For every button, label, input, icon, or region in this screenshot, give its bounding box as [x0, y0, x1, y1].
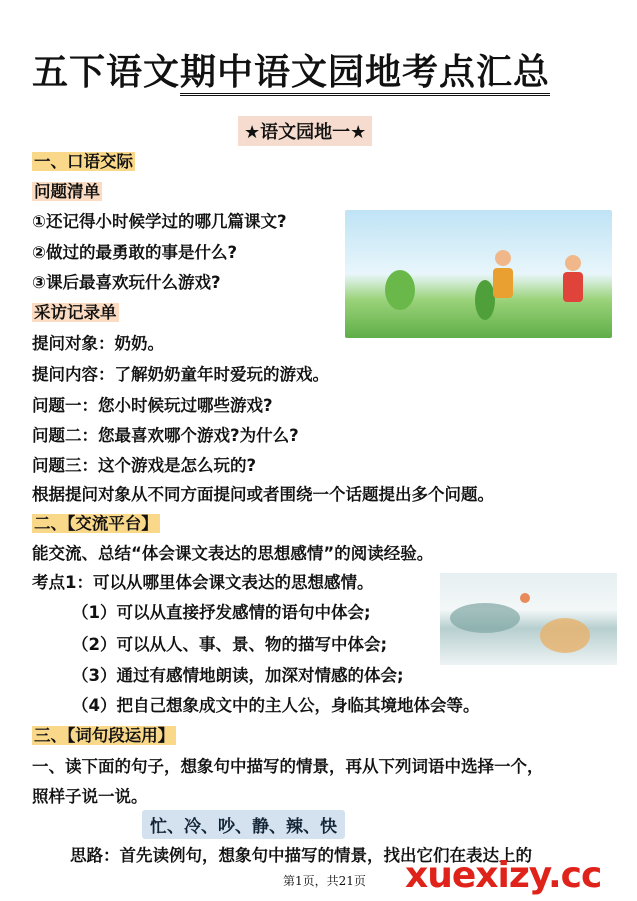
children-planting-illustration [345, 210, 612, 338]
landscape-painting-illustration [440, 573, 617, 665]
record-line: 根据提问对象从不同方面提问或者围绕一个话题提出多个问题。 [32, 485, 494, 504]
section-heading: 二、【交流平台】 [34, 514, 158, 533]
question-text: 一、读下面的句子，想象句中描写的情景，再从下列词语中选择一个， [32, 757, 544, 776]
section-heading: 一、口语交际 [34, 152, 133, 171]
section-heading: 三、【词句段运用】 [34, 726, 175, 745]
watermark: xuexizy.cc [405, 855, 602, 896]
record-line: 问题三：这个游戏是怎么玩的? [32, 456, 257, 475]
point-item: （2）可以从人、事、景、物的描写中体会; [72, 635, 388, 654]
record-line: 提问对象：奶奶。 [32, 334, 164, 353]
title-plain: 五下语文 [32, 51, 181, 93]
subtitle: ★语文园地一★ [238, 116, 372, 146]
question: ①还记得小时候学过的哪几篇课文? [32, 212, 287, 231]
point-item: （4）把自己想象成文中的主人公，身临其境地体会等。 [72, 696, 480, 715]
record-line: 提问内容：了解奶奶童年时爱玩的游戏。 [32, 365, 329, 384]
hint-text: 思路：首先读例句，想象句中描写的情景，找出它们在表达上的 [70, 846, 532, 865]
word-list: 忙、冷、吵、静、辣、快 [142, 810, 345, 839]
page-title [32, 44, 550, 95]
record-heading: 采访记录单 [34, 303, 117, 322]
intro: 能交流、总结“体会课文表达的思想感情”的阅读经验。 [32, 544, 434, 563]
record-line: 问题一：您小时候玩过哪些游戏? [32, 396, 273, 415]
question: ②做过的最勇敢的事是什么? [32, 243, 238, 262]
point-item: （1）可以从直接抒发感情的语句中体会; [72, 603, 371, 622]
page-footer: 第1页，共21页 [283, 874, 366, 888]
point-item: （3）通过有感情地朗读，加深对情感的体会; [72, 666, 404, 685]
title-underlined: 期中语文园地考点汇总 [180, 51, 550, 96]
question-text: 照样子说一说。 [32, 787, 148, 806]
question: ③课后最喜欢玩什么游戏? [32, 273, 221, 292]
point: 考点1：可以从哪里体会课文表达的思想感情。 [32, 573, 374, 592]
list-heading: 问题清单 [34, 182, 100, 201]
record-line: 问题二：您最喜欢哪个游戏?为什么? [32, 426, 299, 445]
